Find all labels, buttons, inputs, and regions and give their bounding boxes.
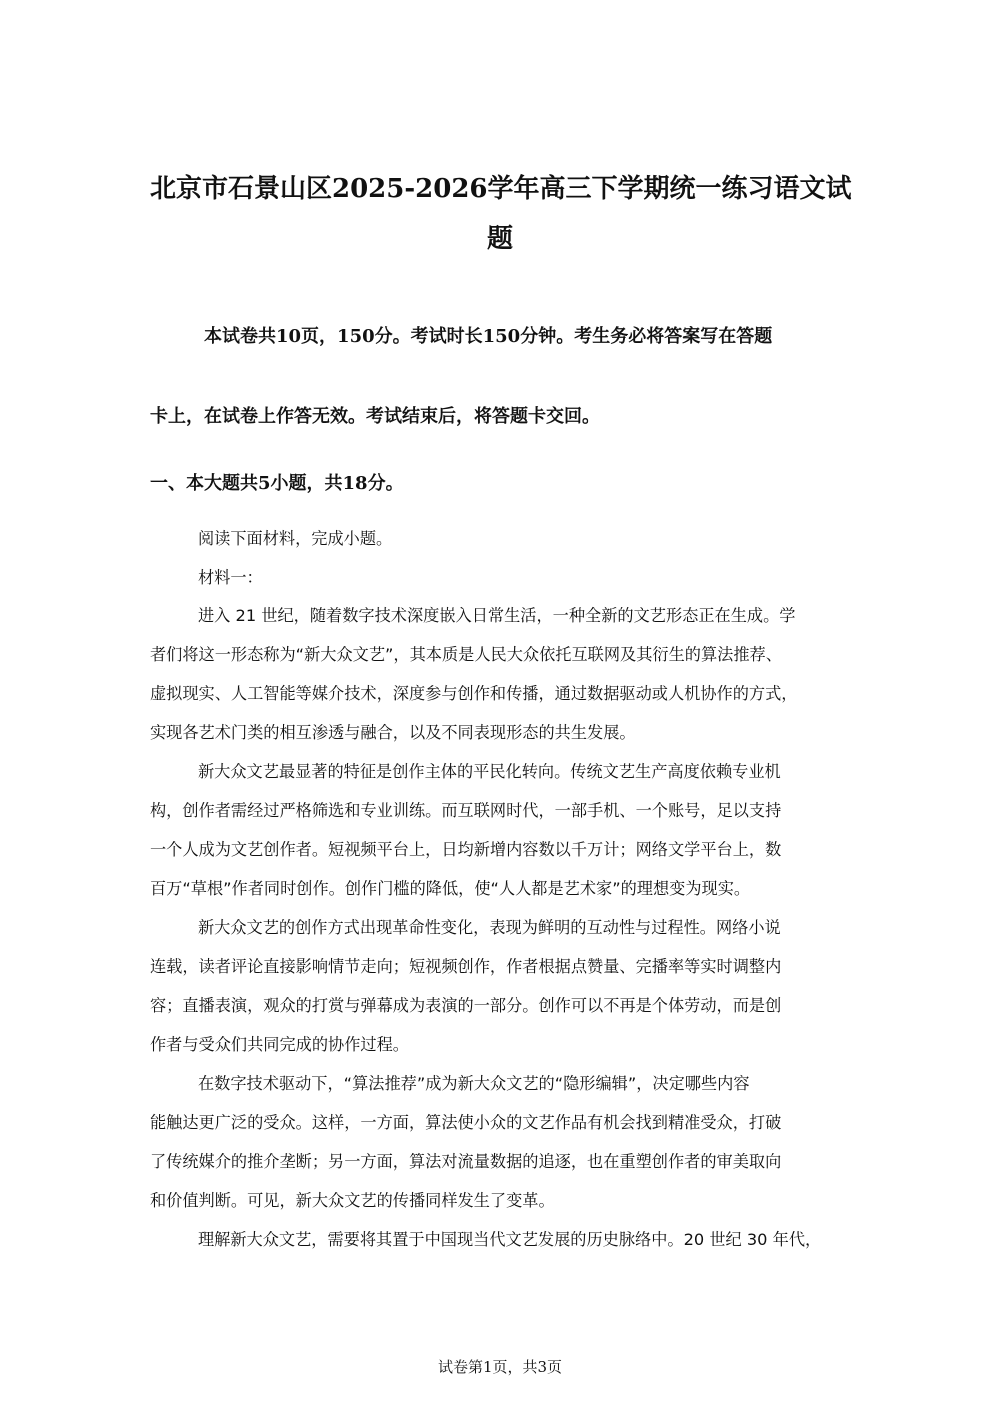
exam-title-line-2: 题 xyxy=(486,224,513,254)
section-heading: 一、本大题共5小题，共18分。 xyxy=(150,473,404,494)
passage-line: 和价值判断。可见，新大众文艺的传播同样发生了变革。 xyxy=(150,1191,555,1210)
passage-line: 一个人成为文艺创作者。短视频平台上，日均新增内容数以千万计；网络文学平台上，数 xyxy=(150,840,782,859)
passage-line: 作者与受众们共同完成的协作过程。 xyxy=(150,1035,409,1054)
passage-line: 者们将这一形态称为“新大众文艺”，其本质是人民大众依托互联网及其衍生的算法推荐、 xyxy=(150,645,782,664)
passage-line: 百万“草根”作者同时创作。创作门槛的降低，使“人人都是艺术家”的理想变为现实。 xyxy=(150,879,751,898)
passage-line: 虚拟现实、人工智能等媒介技术，深度参与创作和传播，通过数据驱动或人机协作的方式， xyxy=(150,684,798,703)
exam-instructions-line-1: 本试卷共10页，150分。考试时长150分钟。考生务必将答案写在答题 xyxy=(204,326,773,347)
passage-line: 新大众文艺的创作方式出现革命性变化，表现为鲜明的互动性与过程性。网络小说 xyxy=(198,918,781,937)
passage-line: 实现各艺术门类的相互渗透与融合，以及不同表现形态的共生发展。 xyxy=(150,723,636,742)
exam-title-line-1: 北京市石景山区2025-2026学年高三下学期统一练习语文试 xyxy=(150,174,852,204)
passage-line: 构，创作者需经过严格筛选和专业训练。而互联网时代，一部手机、一个账号，足以支持 xyxy=(150,801,782,820)
passage-line: 了传统媒介的推介垄断；另一方面，算法对流量数据的追逐，也在重塑创作者的审美取向 xyxy=(150,1152,782,1171)
passage-line: 理解新大众文艺，需要将其置于中国现当代文艺发展的历史脉络中。20 世纪 30 年代， xyxy=(198,1230,822,1249)
page-footer: 试卷第1页，共3页 xyxy=(437,1358,563,1376)
passage-line: 在数字技术驱动下，“算法推荐”成为新大众文艺的“隐形编辑”，决定哪些内容 xyxy=(198,1074,750,1093)
reading-instruction: 阅读下面材料，完成小题。 xyxy=(198,529,393,548)
exam-instructions-line-2: 卡上，在试卷上作答无效。考试结束后，将答题卡交回。 xyxy=(150,406,600,427)
material-label: 材料一： xyxy=(198,568,263,587)
passage-line: 进入 21 世纪，随着数字技术深度嵌入日常生活，一种全新的文艺形态正在生成。学 xyxy=(198,606,796,625)
passage-line: 连载，读者评论直接影响情节走向；短视频创作，作者根据点赞量、完播率等实时调整内 xyxy=(150,957,782,976)
passage-line: 容；直播表演，观众的打赏与弹幕成为表演的一部分。创作可以不再是个体劳动，而是创 xyxy=(150,996,782,1015)
passage-line: 能触达更广泛的受众。这样，一方面，算法使小众的文艺作品有机会找到精准受众，打破 xyxy=(150,1113,782,1132)
passage-line: 新大众文艺最显著的特征是创作主体的平民化转向。传统文艺生产高度依赖专业机 xyxy=(198,762,781,781)
